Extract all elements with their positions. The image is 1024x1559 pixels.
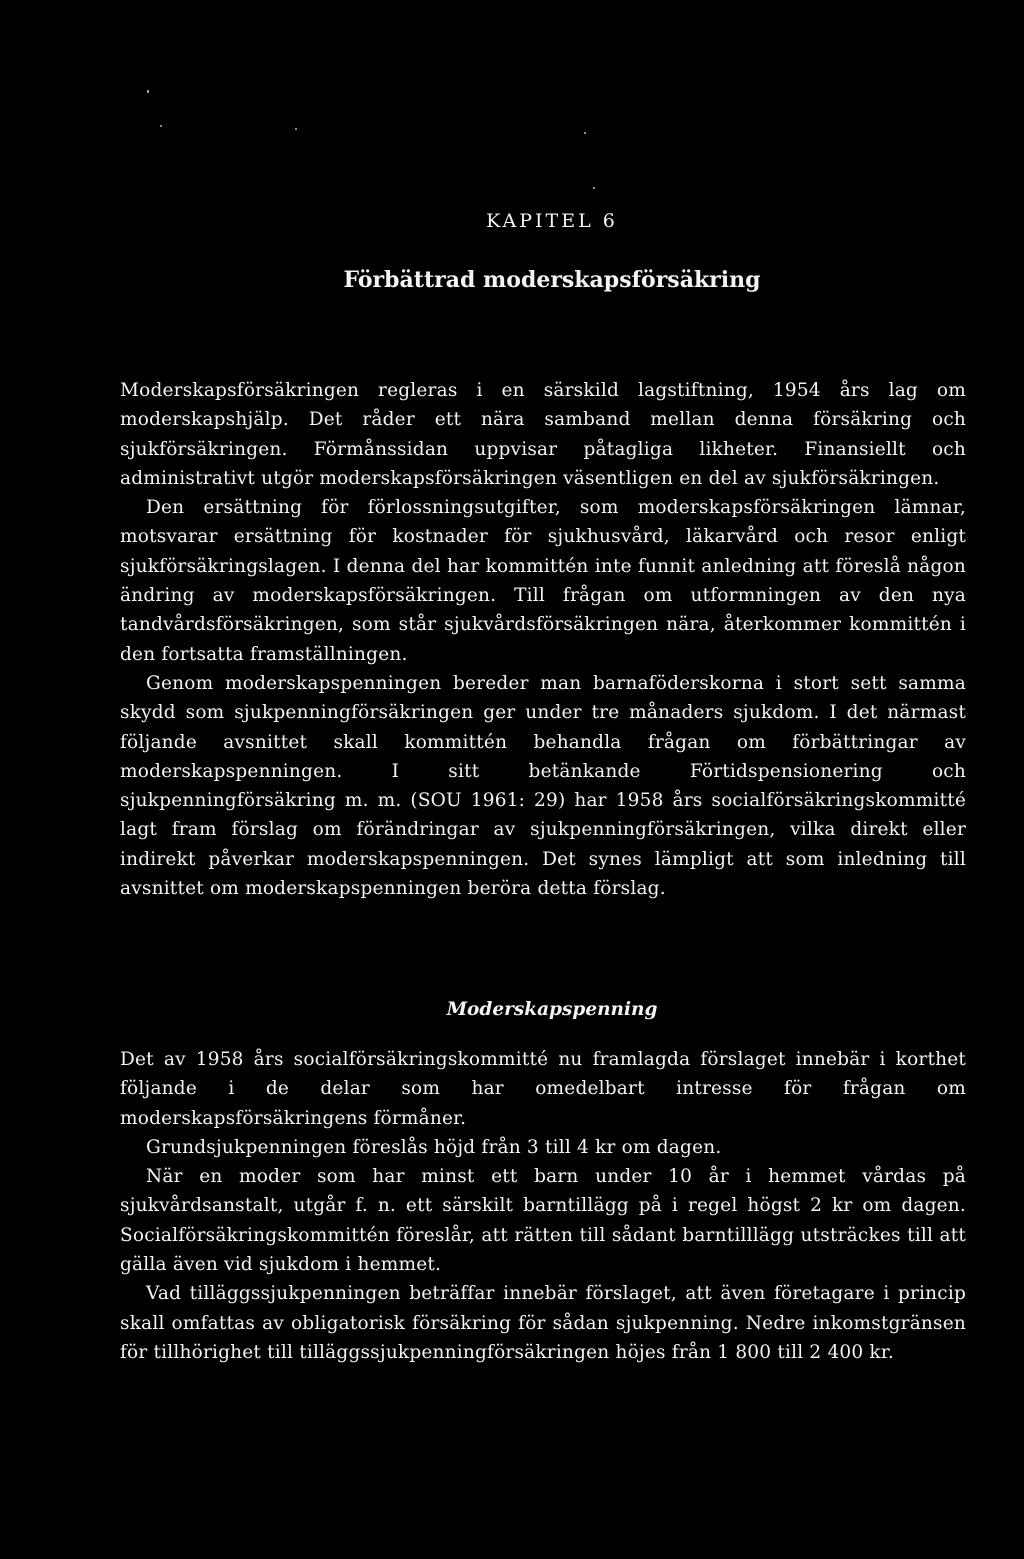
section-heading: Moderskapspenning — [446, 999, 658, 1020]
chapter-title: Förbättrad moderskapsförsäkring — [343, 267, 761, 293]
intro-section — [120, 376, 966, 903]
body-paragraph: Vad tilläggssjukpenningen beträffar innebär förslaget, att även företagare i princip skall omfattas av obligatorisk försäkring för sådan sjukpenning. Nedre inkomstgränsen för tillhörighet till tilläggssjukpenningförsäkringen höjes från 1 800 till 2 400 kr. — [120, 1283, 966, 1363]
scan-speck — [147, 90, 149, 93]
body-paragraph: Genom moderskapspenningen bereder man barnaföderskorna i stort sett samma skydd som sjukpenningförsäkringen ger under tre månaders sjukdom. I det närmast följande avsnittet skall kommittén behandla frågan om förbättringar av moderskapspenningen. I sitt betänkande Förtidspensionering och sjukpenningförsäkring m. m. (SOU 1961: 29) har 1958 års socialförsäkringskommitté lagt fram förslag om förändringar av sjukpenningförsäkringen, vilka direkt eller indirekt påverkar moderskapspenningen. Det synes lämpligt att som inledning till avsnittet om moderskapspenningen beröra detta förslag. — [120, 672, 966, 900]
body-paragraph: Den ersättning för förlossningsutgifter, som moderskapsförsäkringen lämnar, motsvarar ersättning för kostnader för sjukhusvård, läkarvård och resor enligt sjukförsäkringslagen. I denna del har kommittén inte funnit anledning att föreslå någon ändring av moderskapsförsäkringen. Till frågan om utformningen av den nya tandvårdsförsäkringen, som står sjukvårdsförsäkringen nära, återkommer kommittén i den fortsatta framställningen. — [120, 497, 966, 665]
scan-speck — [160, 125, 162, 127]
scan-speck — [584, 132, 586, 134]
body-paragraph: Moderskapsförsäkringen regleras i en särskild lagstiftning, 1954 års lag om moderskapshjälp. Det råder ett nära samband mellan denna försäkring och sjukförsäkringen. Förmånssidan uppvisar påtagliga likheter. Finansiellt och administrativt utgör moderskapsförsäkringen väsentligen en del av sjukförsäkringen. — [120, 380, 966, 489]
scan-speck — [593, 187, 595, 189]
chapter-label: KAPITEL 6 — [486, 210, 618, 232]
body-paragraph: När en moder som har minst ett barn under 10 år i hemmet vårdas på sjukvårdsanstalt, utgår f. n. ett särskilt barntillägg på i regel högst 2 kr om dagen. Socialförsäkringskommittén föreslår, att rätten till sådant barntilllägg utsträckes till att gälla även vid sjukdom i hemmet. — [120, 1166, 966, 1276]
body-paragraph: Grundsjukpenningen föreslås höjd från 3 till 4 kr om dagen. — [146, 1136, 722, 1158]
body-paragraph: Det av 1958 års socialförsäkringskommitté nu framlagda förslaget innebär i korthet följande i de delar som har omedelbart intresse för frågan om moderskapsförsäkringens förmåner. — [120, 1049, 966, 1129]
scan-speck — [295, 128, 297, 130]
moderskapspenning-section — [120, 1045, 966, 1367]
